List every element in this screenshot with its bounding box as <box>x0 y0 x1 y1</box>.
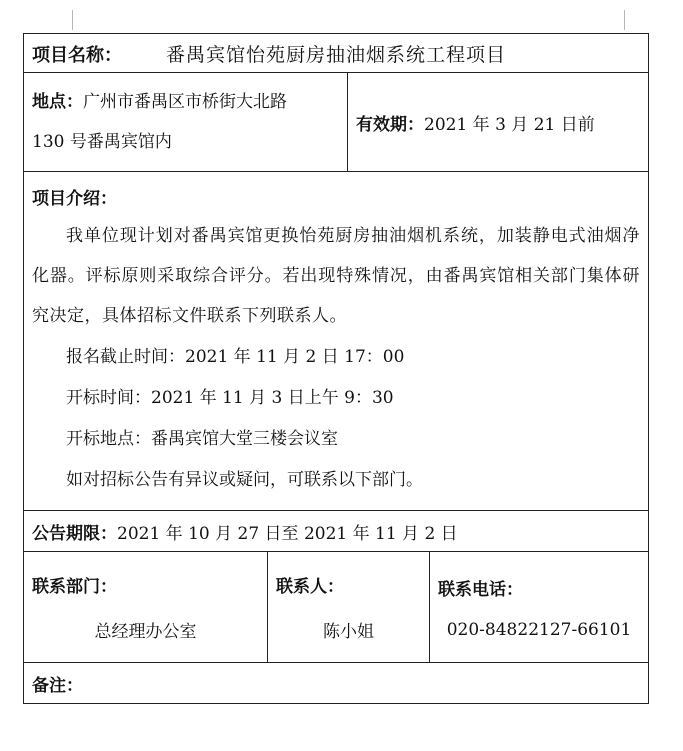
tender-notice-table <box>23 33 649 704</box>
project-name-row <box>24 34 649 73</box>
intro-objection: 如对招标公告有异议或疑问，可联系以下部门。 <box>66 470 423 490</box>
contact-dept-cell <box>24 552 268 663</box>
validity-cell <box>348 73 649 172</box>
intro-cell <box>24 172 649 511</box>
period-row <box>24 511 649 552</box>
location-cell <box>24 73 348 172</box>
project-name-value: 番禺宾馆怡苑厨房抽油烟系统工程项目 <box>166 43 507 66</box>
contact-phone-cell <box>430 552 649 663</box>
location-line1: 广州市番禺区市桥街大北路 <box>83 92 287 112</box>
project-name-label: 项目名称： <box>32 44 122 66</box>
intro-row <box>24 172 649 511</box>
intro-opening-place: 开标地点：番禺宾馆大堂三楼会议室 <box>66 429 338 449</box>
validity-label: 有效期： <box>356 114 424 135</box>
period-value: 2021 年 10 月 27 日至 2021 年 11 月 2 日 <box>117 523 458 544</box>
intro-opening-time: 开标时间：2021 年 11 月 3 日上午 9：30 <box>66 388 394 408</box>
location-row <box>24 73 649 172</box>
notes-cell <box>24 663 649 704</box>
location-label: 地点： <box>32 92 83 112</box>
intro-deadline: 报名截止时间：2021 年 11 月 2 日 17：00 <box>66 347 405 367</box>
period-cell <box>24 511 649 552</box>
project-name-cell <box>24 34 649 73</box>
contact-row <box>24 552 649 663</box>
crop-mark-right <box>624 10 625 30</box>
contact-phone-label: 联系电话： <box>438 579 523 600</box>
intro-paragraph: 我单位现计划对番禺宾馆更换怡苑厨房抽油烟机系统，加装静电式油烟净化器。评标原则采取综合评分。若出现特殊情况，由番禺宾馆相关部门集体研究决定，具体招标文件联系下列联系人。 <box>32 226 641 326</box>
notes-row <box>24 663 649 704</box>
validity-value: 2021 年 3 月 21 日前 <box>424 114 595 135</box>
notes-label: 备注： <box>32 675 83 696</box>
contact-person-cell <box>268 552 430 663</box>
crop-mark-left <box>72 10 73 30</box>
contact-dept-label: 联系部门： <box>32 577 117 597</box>
contact-phone-value: 020-84822127-66101 <box>446 619 632 640</box>
intro-label: 项目介绍： <box>32 189 117 209</box>
contact-person-label: 联系人： <box>276 577 344 597</box>
contact-person-value: 陈小姐 <box>323 622 374 642</box>
location-line2: 130 号番禺宾馆内 <box>32 132 172 152</box>
contact-dept-value: 总经理办公室 <box>94 622 197 642</box>
period-label: 公告期限： <box>32 523 117 544</box>
